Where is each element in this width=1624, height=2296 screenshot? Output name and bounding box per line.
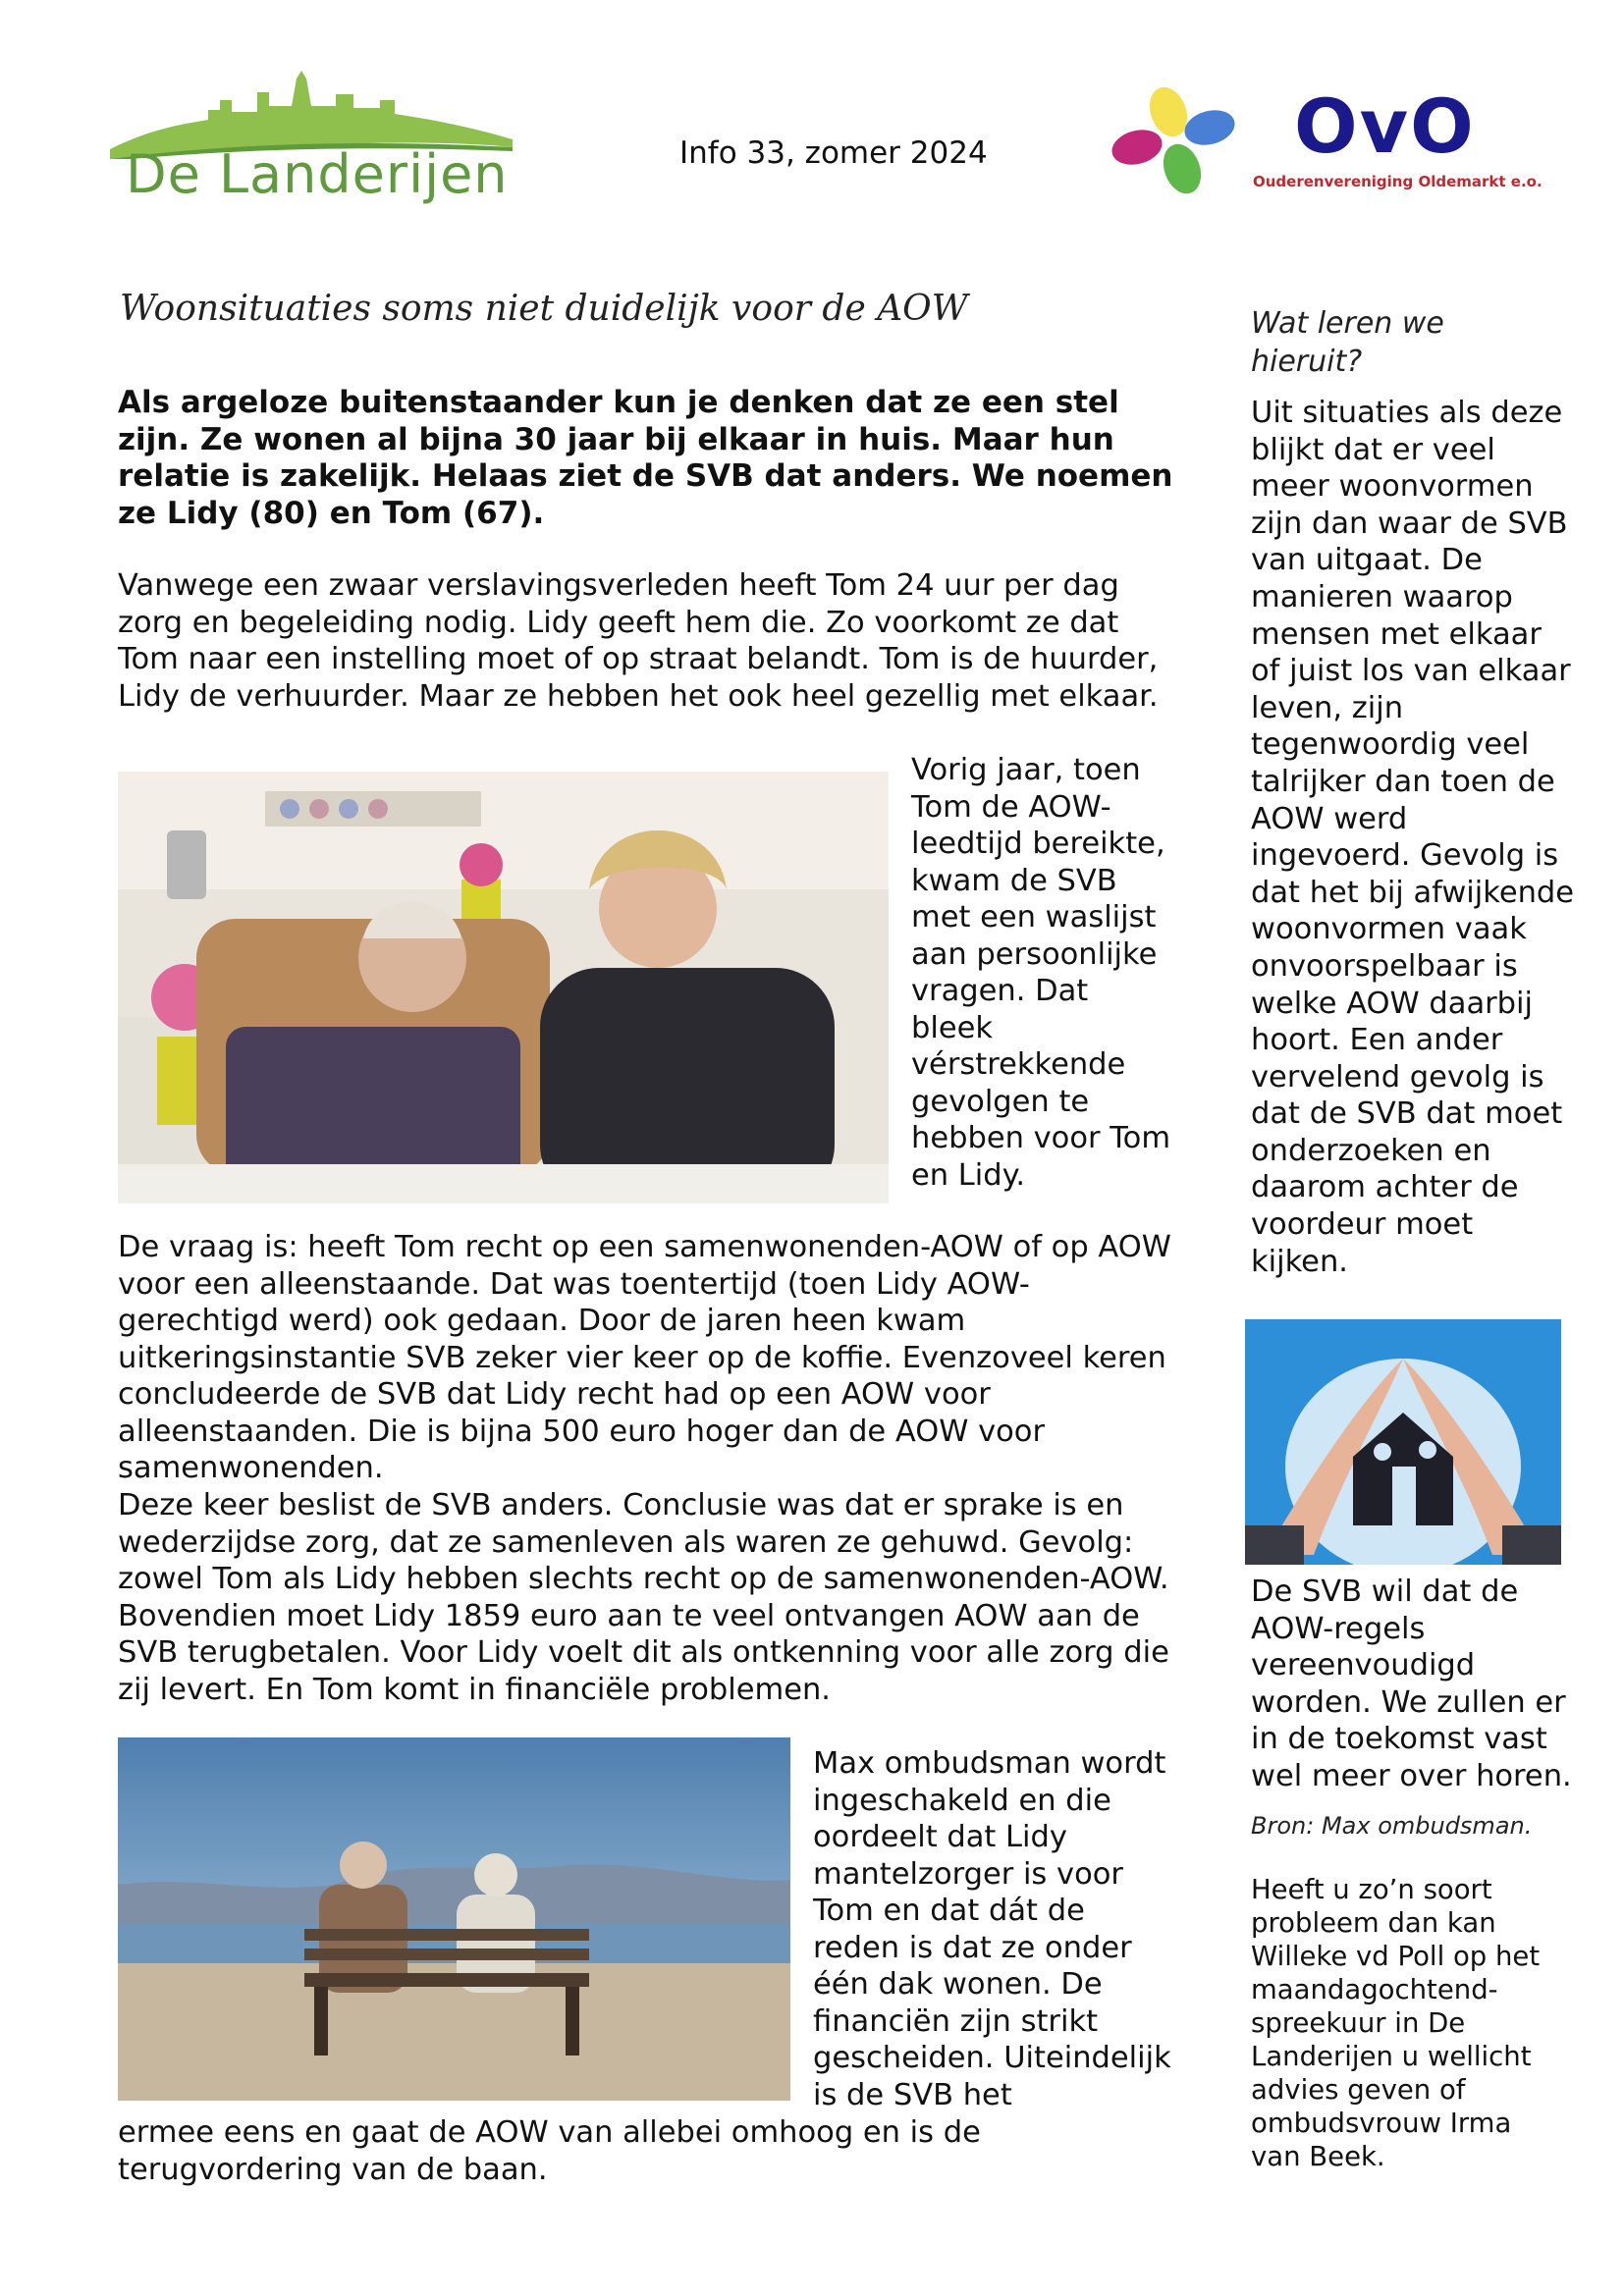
photo-elderly-man-and-caregiver: [118, 772, 889, 1203]
article-title: Woonsituaties soms niet duidelijk voor de AOW: [120, 289, 968, 329]
sidebar-text-2: De SVB wil dat de AOW-regels vereenvoudigd worden. We zullen er in de toekomst vast wel meer over horen.: [1251, 1575, 1572, 1793]
article-paragraph-2: Vorig jaar, toen Tom de AOW-leedtijd bereikte, kwam de SVB met een waslijst aan persoonlijke vragen. Dat bleek vérstrekkende gevolgen te hebben voor Tom en Lidy.: [911, 753, 1171, 1193]
sidebar-source: Bron: Max ombudsman.: [1251, 1812, 1533, 1840]
de-landerijen-wordmark: De Landerijen: [126, 143, 509, 205]
de-landerijen-logo: [110, 71, 513, 218]
article-paragraph-1: Vanwege een zwaar verslavingsverleden heeft Tom 24 uur per dag zorg en begeleiding nodig. Lidy geeft hem die. Zo voorkomt ze dat Tom naar een instelling moet of op straat belandt. Tom is de huurder, Lidy de verhuurder. Maar ze hebben het ook heel gezellig met elkaar.: [118, 568, 1159, 714]
article-paragraph-5: Max ombudsman wordt ingeschakeld en die oordeelt dat Lidy mantelzorger is voor Tom en dat dát de reden is dat ze onder één dak wonen. De financiën zijn strikt gescheiden. Uiteindelijk is de SVB het: [813, 1746, 1171, 2112]
sidebar-text-3: Heeft u zo’n soort probleem dan kan Willeke vd Poll op het maandagochtend-spreekuur in De Landerijen u wellicht advies geven of ombudsvrouw Irma van Beek.: [1251, 1874, 1541, 2172]
article-paragraph-3: De vraag is: heeft Tom recht op een samenwonenden-AOW of op AOW voor een alleenstaande. Dat was toentertijd (toen Lidy AOW-gerechtigd werd) ook gedaan. Door de jaren heen kwam uitkeringsinstantie SVB zeker vier keer op de koffie. Evenzoveel keren concludeerde de SVB dat Lidy recht had op een AOW voor alleenstaanden. Die is bijna 500 euro hoger dan de AOW voor samenwonenden.: [118, 1230, 1171, 1485]
ovo-logo: [1108, 77, 1549, 204]
ovo-wordmark: OvO: [1294, 82, 1476, 170]
flower-icon: [1108, 77, 1245, 204]
photo-elderly-couple-on-bench: [118, 1737, 790, 2101]
issue-label: Info 33, zomer 2024: [679, 135, 988, 171]
hands-roof-illustration: [1245, 1319, 1561, 1565]
sidebar-text-1: Uit situaties als deze blijkt dat er veel meer woonvormen zijn dan waar de SVB van uitgaat. De manieren waarop mensen met elkaar of juist los van elkaar leven, zijn tegenwoordig veel talrijker dan toen de AOW werd ingevoerd. Gevolg is dat het bij afwijkende woonvormen vaak onvoorspelbaar is welke AOW daarbij hoort. Een ander vervelend gevolg is dat de SVB dat moet onderzoeken en daarom achter de voordeur moet kijken.: [1251, 396, 1575, 1279]
article-paragraph-4: Deze keer beslist de SVB anders. Conclusie was dat er sprake is en wederzijdse zorg, dat ze samenleven als waren ze gehuwd. Gevolg: zowel Tom als Lidy hebben slechts recht op de samenwonenden-AOW. Bovendien moet Lidy 1859 euro aan te veel ontvangen AOW aan de SVB terugbetalen. Voor Lidy voelt dit als ontkenning voor alle zorg die zij levert. En Tom komt in financiële problemen.: [118, 1488, 1169, 1707]
sidebar-heading: Wat leren we hieruit?: [1251, 306, 1444, 379]
ovo-subtitle: Ouderenvereniging Oldemarkt e.o.: [1253, 173, 1543, 190]
article-lead: Als argeloze buitenstaander kun je denken dat ze een stel zijn. Ze wonen al bijna 30 jaar bij elkaar in huis. Maar hun relatie is zakelijk. Helaas ziet de SVB dat anders. We noemen ze Lidy (80) en Tom (67).: [118, 385, 1173, 531]
article-paragraph-6: ermee eens en gaat de AOW van allebei omhoog en is de terugvordering van de baan.: [118, 2115, 981, 2187]
